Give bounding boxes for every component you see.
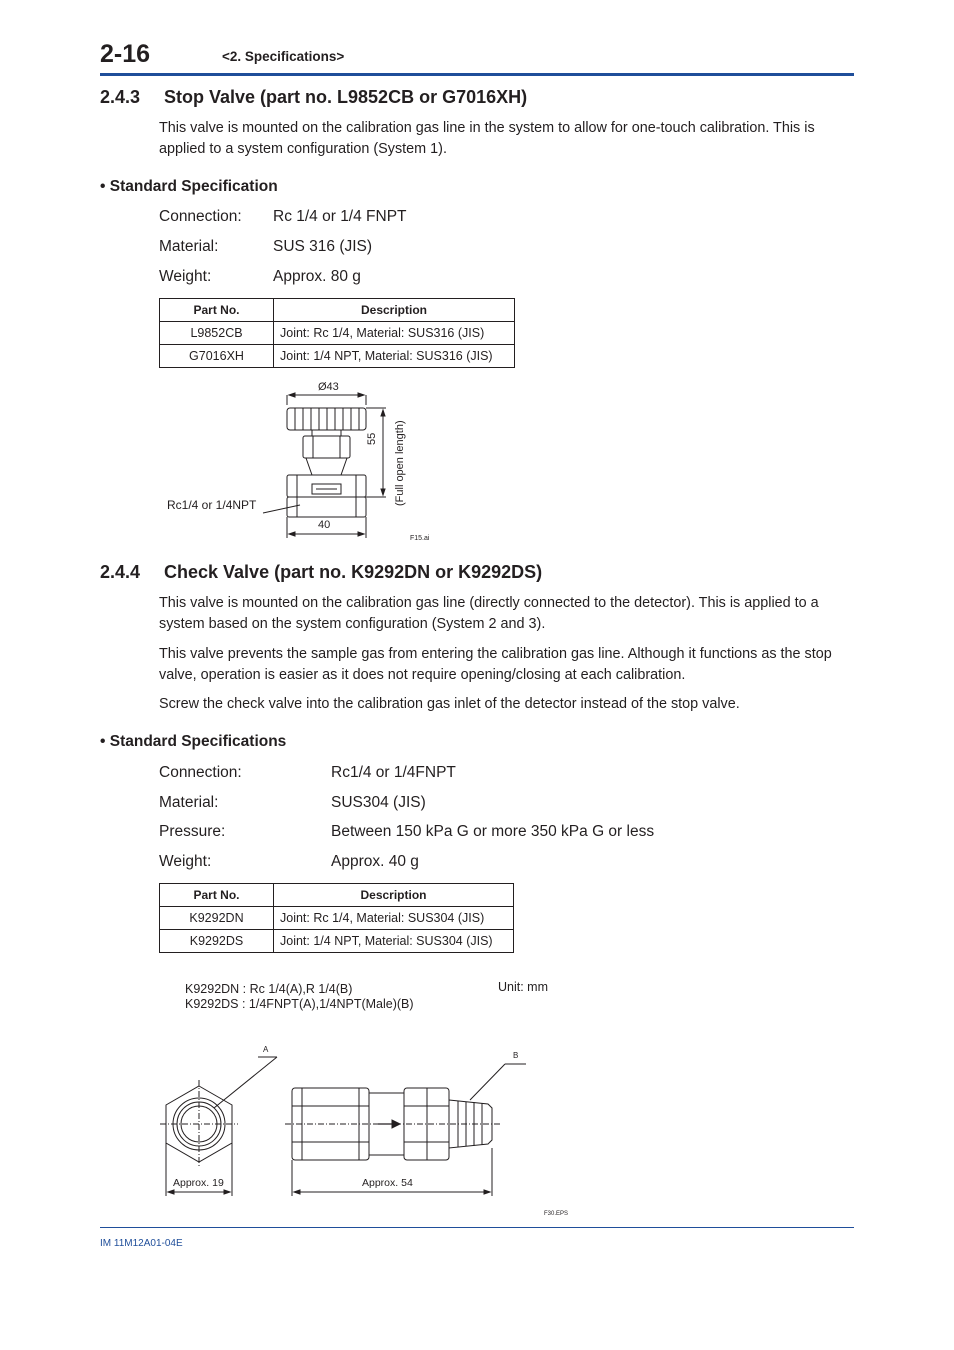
- table-cell: L9852CB: [160, 322, 274, 345]
- spec-label: Connection:: [159, 208, 242, 225]
- spec-value: Between 150 kPa G or more 350 kPa G or less: [331, 823, 655, 840]
- document-id: IM 11M12A01-04E: [100, 1238, 183, 1249]
- table-header-row: [160, 884, 514, 907]
- table-cell: Joint: Rc 1/4, Material: SUS304 (JIS): [274, 907, 514, 930]
- header-rule: [100, 73, 854, 76]
- unit-label: Unit: mm: [498, 980, 548, 994]
- table-header: Part No.: [160, 884, 274, 907]
- spec-label: Material:: [159, 238, 219, 255]
- chapter-title: <2. Specifications>: [222, 49, 345, 64]
- spec-label: Weight:: [159, 853, 212, 870]
- check-valve-part-table: [159, 883, 514, 953]
- diameter-label: Ø43: [318, 381, 339, 393]
- spec-value: SUS 316 (JIS): [273, 238, 373, 255]
- footer-rule: [100, 1227, 854, 1228]
- spec-value: SUS304 (JIS): [331, 794, 426, 811]
- figure-note: K9292DN : Rc 1/4(A),R 1/4(B): [185, 982, 353, 996]
- label-b: B: [513, 1051, 519, 1060]
- section-2-4-4-heading: [100, 562, 542, 583]
- spec-value: Rc 1/4 or 1/4 FNPT: [273, 208, 407, 225]
- spec-label: Weight:: [159, 268, 212, 285]
- table-row: [160, 930, 514, 953]
- height-label: 55: [366, 432, 378, 445]
- table-cell: Joint: 1/4 NPT, Material: SUS316 (JIS): [274, 345, 515, 368]
- table-row: [160, 907, 514, 930]
- spec-value: Approx. 40 g: [331, 853, 419, 870]
- width-label: 40: [318, 519, 331, 531]
- table-header: Part No.: [160, 299, 274, 322]
- section-title: Check Valve (part no. K9292DN or K9292DS): [164, 562, 543, 582]
- paragraph: Screw the check valve into the calibration gas inlet of the detector instead of the stop valve.: [159, 696, 740, 712]
- paragraph: This valve is mounted on the calibration gas line (directly connected to the detector). This is applied to a system based on the system configuration (System 2 and 3).: [159, 595, 819, 632]
- table-cell: G7016XH: [160, 345, 274, 368]
- table-header: Description: [274, 299, 515, 322]
- section-number: 2.4.4: [100, 562, 141, 582]
- section-2-4-3-intro: This valve is mounted on the calibration gas line in the system to allow for one-touch calibration. This is applied to a system configuration (System 1).: [159, 120, 815, 157]
- standard-specifications-heading: • Standard Specifications: [100, 733, 287, 750]
- table-header-row: [160, 299, 515, 322]
- spec-value: Rc1/4 or 1/4FNPT: [331, 764, 456, 781]
- table-cell: K9292DS: [160, 930, 274, 953]
- full-open-length-label: (Full open length): [394, 420, 406, 506]
- page-number: 2-16: [100, 40, 151, 68]
- spec-label: Connection:: [159, 764, 242, 781]
- section-2-4-3-heading: [100, 87, 527, 108]
- figure-id: F15.ai: [410, 535, 430, 542]
- table-header: Description: [274, 884, 514, 907]
- length-label: Approx. 54: [362, 1177, 413, 1189]
- hex-width-label: Approx. 19: [173, 1177, 224, 1189]
- table-row: [160, 345, 515, 368]
- spec-value: Approx. 80 g: [273, 268, 361, 285]
- section-number: 2.4.3: [100, 87, 141, 107]
- label-a: A: [263, 1045, 269, 1054]
- spec-label: Pressure:: [159, 823, 226, 840]
- table-cell: Joint: Rc 1/4, Material: SUS316 (JIS): [274, 322, 515, 345]
- spec-label: Material:: [159, 794, 219, 811]
- table-cell: K9292DN: [160, 907, 274, 930]
- section-title: Stop Valve (part no. L9852CB or G7016XH): [164, 87, 528, 107]
- port-label: Rc1/4 or 1/4NPT: [167, 498, 257, 512]
- paragraph: This valve prevents the sample gas from entering the calibration gas line. Although it functions as the stop valve, operation is easier as it does not require opening/closing at each calibration.: [159, 646, 832, 683]
- figure-note: K9292DS : 1/4FNPT(A),1/4NPT(Male)(B): [185, 997, 414, 1011]
- figure-id: F30.EPS: [544, 1211, 569, 1217]
- table-row: [160, 322, 515, 345]
- stop-valve-part-table: [159, 298, 515, 368]
- standard-specification-heading: • Standard Specification: [100, 178, 278, 195]
- table-cell: Joint: 1/4 NPT, Material: SUS304 (JIS): [274, 930, 514, 953]
